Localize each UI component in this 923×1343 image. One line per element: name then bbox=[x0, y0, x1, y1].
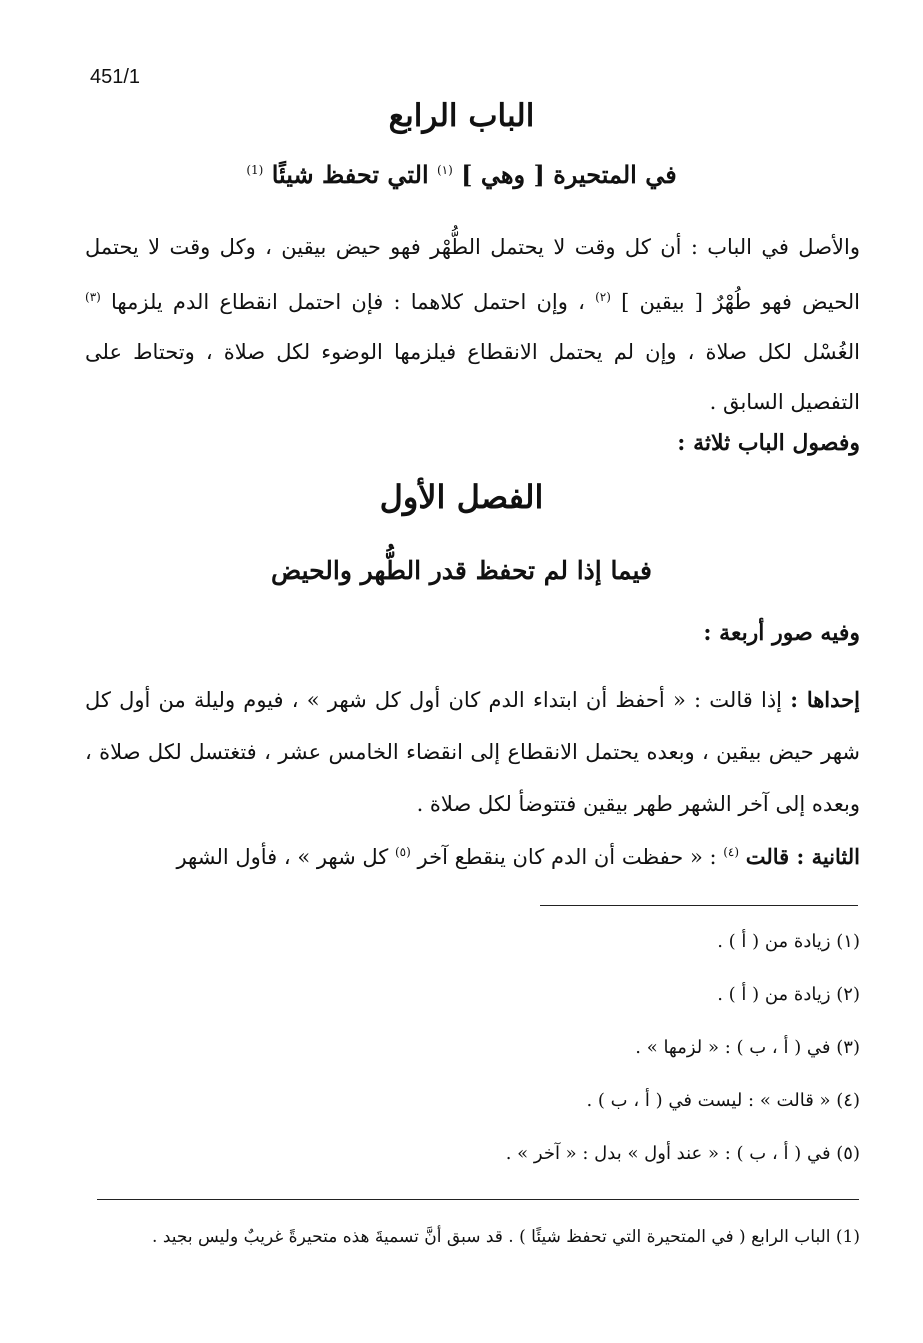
chapter-subtitle bbox=[0, 160, 923, 189]
footnote-ref: (١) bbox=[436, 163, 453, 177]
intro-text-1: والأصل في الباب : أن كل وقت لا يحتمل الطُّهْر فهو حيض بيقين ، وكل وقت لا يحتمل الحيض فهو طُهْرٌ [ بيقين ] bbox=[85, 235, 860, 314]
footnote: (٥) في ( أ ، ب ) : « عند أول » بدل : « آخر » . bbox=[505, 1143, 860, 1164]
footnote-ref: (٣) bbox=[85, 290, 101, 304]
section-subtitle: فيما إذا لم تحفظ قدر الطُّهر والحيض bbox=[270, 556, 653, 585]
editor-note: (1) الباب الرابع ( في المتحيرة التي تحفظ شيئًا ) . قد سبق أنَّ تسميةَ هذه متحيرةً غريبٌ وليس بجيد . bbox=[152, 1227, 860, 1247]
chapter-title: الباب الرابع bbox=[388, 98, 535, 134]
page-number: 451/1 bbox=[90, 66, 141, 88]
footnote-ref: (٢) bbox=[595, 290, 611, 304]
footnote: (٢) زيادة من ( أ ) . bbox=[717, 984, 860, 1005]
editor-note-ref: (1) bbox=[246, 163, 264, 177]
footnote: (٤) « قالت » : ليست في ( أ ، ب ) . bbox=[586, 1090, 860, 1111]
case-one-label: إحداها : bbox=[790, 687, 860, 712]
editor-note-divider bbox=[97, 1199, 859, 1200]
section-title: الفصل الأول bbox=[379, 478, 544, 516]
footnote: (١) زيادة من ( أ ) . bbox=[717, 931, 860, 952]
intro-paragraph bbox=[85, 222, 860, 427]
case-one-text: إذا قالت : « أحفظ أن ابتداء الدم كان أول كل شهر » ، فيوم وليلة من أول كل شهر حيض بيقين ، وبعده يحتمل الانقطاع إلى انقضاء الخامس عشر ، فتغتسل لكل صلاة ، وبعده إلى آخر الشهر طهر بيقين فتتوضأ لكل صلاة . bbox=[85, 688, 860, 816]
case-one-paragraph bbox=[85, 674, 860, 830]
case-two-text-1: : « حفظت أن الدم كان ينقطع آخر bbox=[417, 845, 717, 869]
footnote-ref: (٥) bbox=[394, 845, 411, 859]
case-two-paragraph bbox=[85, 826, 860, 883]
footnote: (٣) في ( أ ، ب ) : « لزمها » . bbox=[635, 1037, 860, 1058]
chapter-subtitle-part-b: التي تحفظ شيئًا bbox=[271, 160, 429, 189]
footnotes-list bbox=[100, 927, 860, 1192]
sections-line: وفصول الباب ثلاثة : bbox=[677, 430, 860, 456]
intro-text-2: ، وإن احتمل كلاهما : فإن احتمل انقطاع الدم يلزمها bbox=[111, 290, 585, 314]
case-two-label: الثانية : قالت bbox=[745, 844, 860, 869]
footnote-ref: (٤) bbox=[723, 845, 740, 859]
cases-line: وفيه صور أربعة : bbox=[703, 620, 860, 646]
case-two-text-2: كل شهر » ، فأول الشهر bbox=[176, 845, 389, 869]
footnote-divider bbox=[540, 905, 858, 906]
chapter-subtitle-part-a: في المتحيرة [ وهي ] bbox=[461, 160, 677, 189]
intro-text-3: الغُسْل لكل صلاة ، وإن لم يحتمل الانقطاع فيلزمها الوضوء لكل صلاة ، وتحتاط على التفصيل السابق . bbox=[85, 340, 860, 414]
